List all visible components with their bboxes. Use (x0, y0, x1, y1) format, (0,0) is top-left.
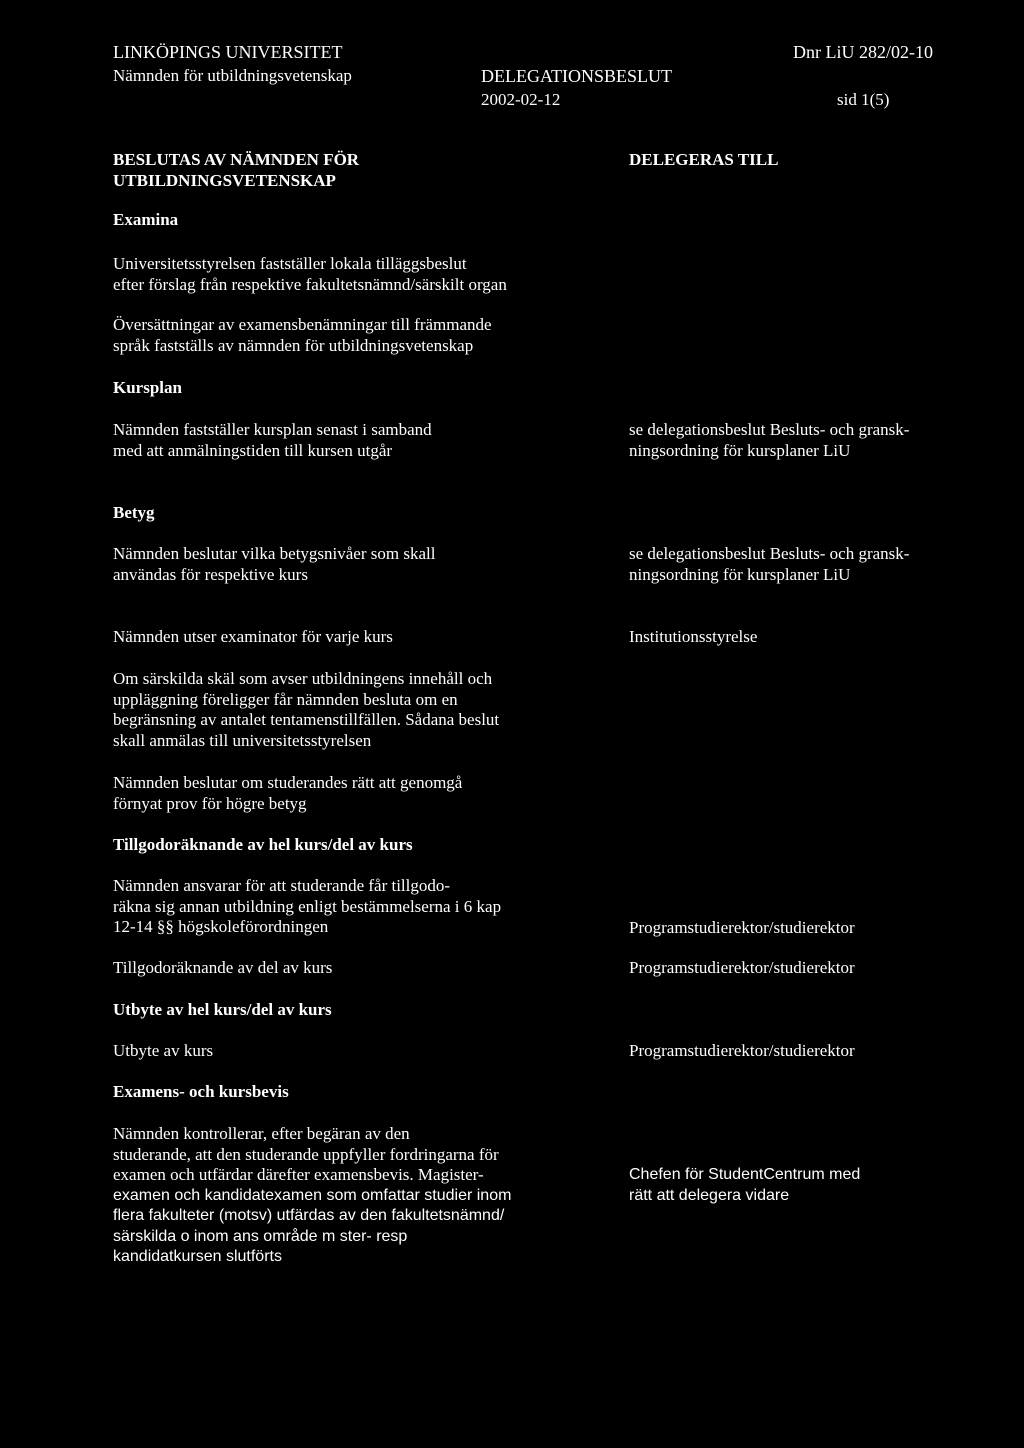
betyg-delegation-2: Institutionsstyrelse (629, 627, 758, 646)
examina-paragraph-2: Översättningar av examensbenämningar till främmande språk fastställs av nämnden för utbildningsvetenskap (113, 315, 492, 355)
utbyte-delegation-1: Programstudierektor/studierektor (629, 1041, 855, 1060)
tillgodo-paragraph-2: Tillgodoräknande av del av kurs (113, 958, 333, 977)
betyg-paragraph-3: Om särskilda skäl som avser utbildningens innehåll och uppläggning föreligger får nämnden besluta om en begränsning av antalet tentamenstillfällen. Sådana beslut skall anmälas till universitetsstyrelsen (113, 669, 500, 750)
document-type: DELEGATIONSBESLUT (481, 66, 672, 86)
document-date: 2002-02-12 (481, 90, 561, 109)
utbyte-paragraph-1: Utbyte av kurs (113, 1041, 214, 1060)
utbyte-heading: Utbyte av hel kurs/del av kurs (113, 1000, 332, 1019)
tillgodo-heading: Tillgodoräknande av hel kurs/del av kurs (113, 835, 413, 854)
tillgodo-paragraph-1: Nämnden ansvarar för att studerande får tillgodo- räkna sig annan utbildning enligt bestämmelserna i 6 kap 12-14 §§ högskoleförordningen (113, 876, 502, 936)
betyg-paragraph-1: Nämnden beslutar vilka betygsnivåer som skall användas för respektive kurs (113, 544, 436, 584)
right-column-heading: DELEGERAS TILL (629, 150, 779, 169)
examina-paragraph-1: Universitetsstyrelsen fastställer lokala tilläggsbeslut efter förslag från respektive fakultetsnämnd/särskilt organ (113, 254, 507, 294)
examina-heading: Examina (113, 210, 179, 229)
kursplan-heading: Kursplan (113, 378, 182, 397)
department-name: Nämnden för utbildningsvetenskap (113, 66, 352, 85)
kursplan-delegation-1: se delegationsbeslut Besluts- och gransk- ningsordning för kursplaner LiU (629, 420, 910, 460)
kursplan-paragraph-1: Nämnden fastställer kursplan senast i samband med att anmälningstiden till kursen utgår (113, 420, 432, 460)
left-column-heading-line2: UTBILDNINGSVETENSKAP (113, 171, 336, 190)
left-column-heading-line1: BESLUTAS AV NÄMNDEN FÖR (113, 150, 360, 169)
page-number: sid 1(5) (837, 90, 890, 109)
bevis-delegation-1: Chefen för StudentCentrum med rätt att delegera vidare (629, 1166, 861, 1204)
university-name: LINKÖPINGS UNIVERSITET (113, 42, 343, 62)
bevis-heading: Examens- och kursbevis (113, 1082, 289, 1101)
bevis-paragraph-1: Nämnden kontrollerar, efter begäran av den studerande, att den studerande uppfyller fordringarna för examen och utfärdar därefter examensbevis. Magister- examen och kandidatexamen som omfattar studier inom flera fakulteter (motsv) utfärdas av den fakultetsnämnd/ särskilda o inom ans område m ster- resp kandidatkursen slutförts (113, 1124, 512, 1265)
tillgodo-delegation-1: Programstudierektor/studierektor (629, 918, 855, 937)
tillgodo-delegation-2: Programstudierektor/studierektor (629, 958, 855, 977)
diary-number: Dnr LiU 282/02-10 (793, 42, 933, 62)
betyg-paragraph-4: Nämnden beslutar om studerandes rätt att genomgå förnyat prov för högre betyg (113, 773, 463, 813)
betyg-paragraph-2: Nämnden utser examinator för varje kurs (113, 627, 393, 646)
betyg-delegation-1: se delegationsbeslut Besluts- och gransk- ningsordning för kursplaner LiU (629, 544, 910, 584)
betyg-heading: Betyg (113, 503, 155, 522)
